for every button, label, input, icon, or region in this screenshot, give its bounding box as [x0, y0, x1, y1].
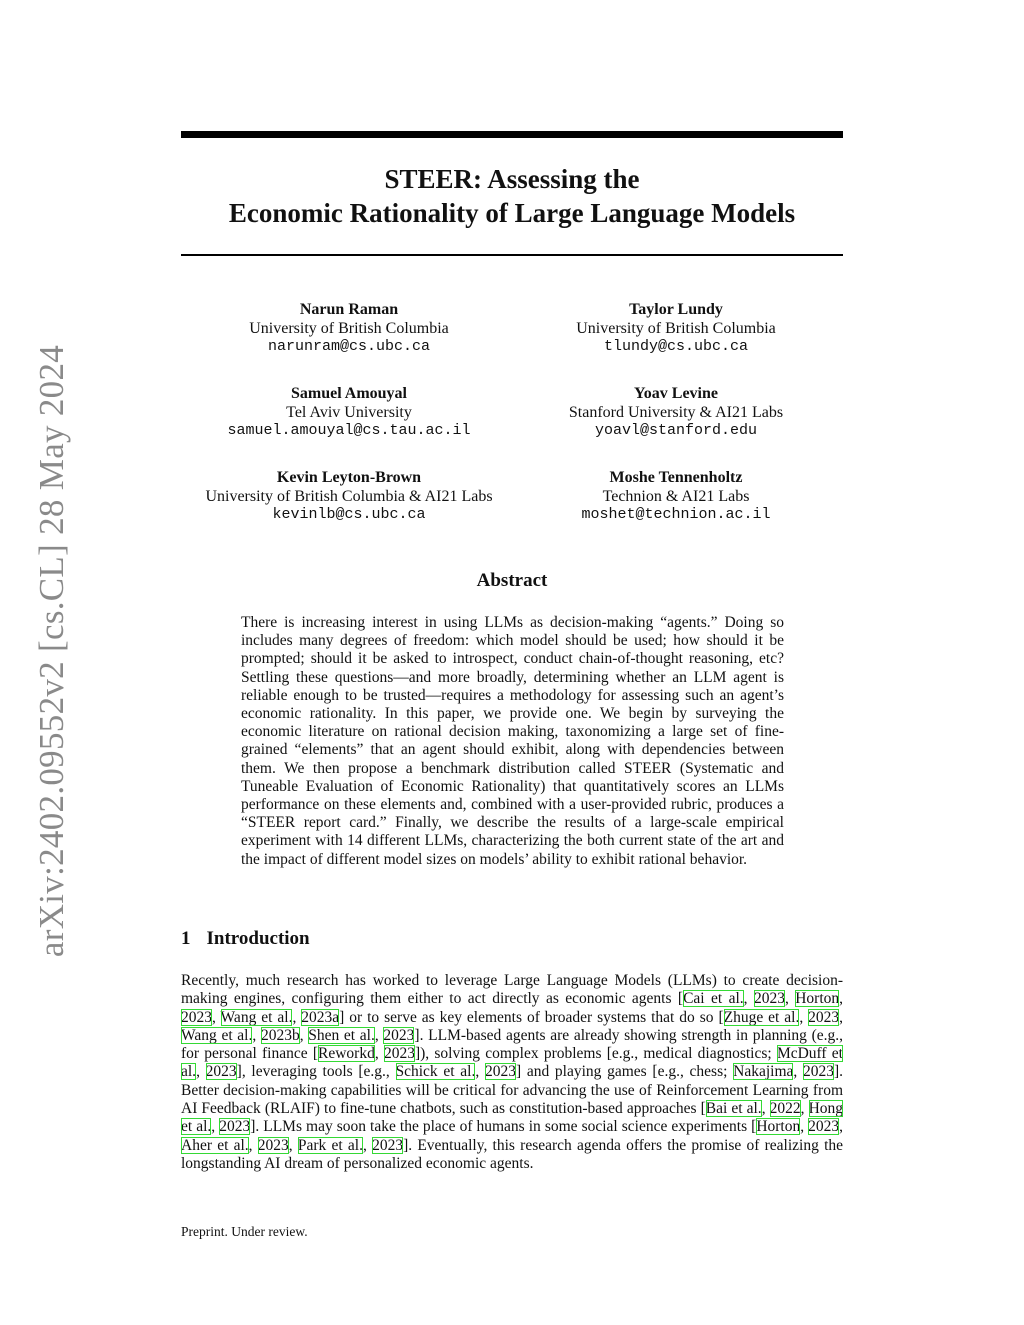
citation-link[interactable]: 2023 [181, 1008, 212, 1026]
citation-link[interactable]: 2023 [753, 990, 785, 1008]
citation-link[interactable]: 2022 [769, 1100, 801, 1118]
citation-link[interactable]: Horton [795, 990, 840, 1008]
citation-link[interactable]: Wang et al. [181, 1026, 253, 1044]
intro-text: , [799, 1008, 809, 1026]
citation-link[interactable]: Aher et al. [181, 1136, 249, 1154]
author-name: Samuel Amouyal [290, 385, 407, 402]
intro-text: ] or to serve as key elements of broader systems that do so [ [339, 1008, 724, 1026]
abstract-text: There is increasing interest in using LLMs as decision-making “agents.” Doing so includes many degrees of freedom: which model should be used; how should it be prompted; should it be asked to introspect, conduct chain-of-thought reasoning, etc? Settling these questions—and more broadly, determining whether an LLM agent is reliable enough to be trusted—requires a methodology for assessing such an agent’s economic rationality. In this paper, we provide one. We begin by surveying the economic literature on rational decision making, taxonomizing a large set of fine-grained “elements” that an agent should exhibit, along with dependencies between them. We then propose a benchmark distribution called STEER (Systematic and Tuneable Evaluation of Economic Rationality) that quantitatively scores an LLMs performance on these elements and, combined with a user-provided rubric, produces a “STEER report card.” Finally, we describe the results of a large-scale empirical experiment with 14 different LLMs, characterizing the both current state of the art and the impact of different model sizes on models’ ability to exhibit rational behavior. [241, 614, 784, 868]
intro-text: , [362, 1136, 373, 1154]
citation-link[interactable]: 2023 [383, 1045, 415, 1063]
citation-link[interactable]: 2023 [383, 1026, 415, 1044]
citation-link[interactable]: 2023b [260, 1026, 300, 1044]
intro-text: , [839, 990, 844, 1008]
intro-text: , [761, 1100, 770, 1118]
author-affiliation: University of British Columbia [249, 319, 449, 337]
title-line-1: STEER: Assessing the [384, 164, 640, 194]
intro-text: , [252, 1026, 261, 1044]
citation-link[interactable]: 2023 [484, 1063, 516, 1081]
author-block [511, 301, 841, 357]
title-top-rule [181, 131, 843, 138]
author-affiliation: Technion & AI21 Labs [602, 487, 750, 505]
title-line-2: Economic Rationality of Large Language Models [228, 198, 796, 228]
citation-link[interactable]: Park et al. [297, 1136, 363, 1154]
author-affiliation: Tel Aviv University [286, 403, 412, 421]
author-email[interactable]: moshet@technion.ac.il [581, 506, 771, 523]
citation-link[interactable]: Horton [756, 1118, 801, 1136]
intro-text: ], leveraging tools [e.g., [236, 1063, 396, 1081]
intro-text: , [299, 1026, 309, 1044]
abstract-heading: Abstract [476, 570, 548, 591]
author-affiliation: University of British Columbia & AI21 Labs [205, 487, 493, 505]
citation-link[interactable]: Wang et al. [220, 1008, 293, 1026]
intro-text: ] and playing games [e.g., chess; [515, 1063, 734, 1081]
author-affiliation: Stanford University & AI21 Labs [568, 403, 784, 421]
citation-link[interactable]: 2023a [301, 1008, 340, 1026]
intro-text: , [374, 1026, 384, 1044]
author-name: Narun Raman [299, 301, 399, 318]
citation-link[interactable]: Nakajima [733, 1063, 794, 1081]
intro-text: ]. LLMs may soon take the place of humans in some social science experiments [ [250, 1118, 757, 1136]
citation-link[interactable]: 2023 [802, 1063, 834, 1081]
author-name: Yoav Levine [634, 385, 718, 402]
citation-link[interactable]: Cai et al. [683, 990, 744, 1008]
author-block [184, 469, 514, 525]
citation-link[interactable]: Schick et al. [395, 1063, 476, 1081]
author-name: Kevin Leyton-Brown [276, 469, 422, 486]
citation-link[interactable]: Shen et al. [308, 1026, 375, 1044]
author-block [511, 385, 841, 441]
intro-text: , [212, 1008, 221, 1026]
footer-note: Preprint. Under review. [181, 1224, 308, 1239]
citation-link[interactable]: Hong et al. [181, 1100, 844, 1136]
intro-text: , [248, 1136, 258, 1154]
citation-link[interactable]: Bai et al. [705, 1100, 762, 1118]
intro-text: , [196, 1063, 206, 1081]
intro-text: , [839, 1118, 844, 1136]
arxiv-identifier[interactable]: arXiv:2402.09552v2 [cs.CL] 28 May 2024 [32, 344, 71, 958]
author-affiliation: University of British Columbia [576, 319, 776, 337]
intro-text: , [839, 1008, 844, 1026]
intro-text: , [211, 1118, 220, 1136]
intro-text: , [800, 1100, 809, 1118]
intro-text: , [374, 1045, 384, 1063]
intro-text: ]. Better decision-making capabilities will be critical for advancing the use of Reinforcement Learning from AI Feedback (RLAIF) to fine-tune chatbots, such as constitution-based approaches [ [181, 1063, 844, 1118]
author-email[interactable]: tlundy@cs.ubc.ca [603, 338, 749, 355]
citation-link[interactable]: 2023 [257, 1136, 289, 1154]
author-email[interactable]: kevinlb@cs.ubc.ca [272, 506, 426, 523]
intro-text: , [475, 1063, 485, 1081]
intro-text: ]. LLM-based agents are already showing strength in planning (e.g., for personal finance [ [181, 1026, 844, 1063]
intro-text: , [784, 990, 796, 1008]
author-block [184, 385, 514, 441]
author-email[interactable]: narunram@cs.ubc.ca [267, 338, 431, 355]
citation-link[interactable]: 2023 [372, 1136, 404, 1154]
intro-text: , [743, 990, 754, 1008]
citation-link[interactable]: 2023 [205, 1063, 237, 1081]
intro-text: Recently, much research has worked to leverage Large Language Models (LLMs) to create decision-making engines, configuring them either to act directly as economic agents [ [181, 972, 843, 1008]
author-block [511, 469, 841, 525]
intro-text: , [793, 1063, 803, 1081]
introduction-paragraph [181, 972, 843, 1173]
author-email[interactable]: samuel.amouyal@cs.tau.ac.il [227, 422, 471, 439]
author-name: Taylor Lundy [629, 301, 723, 318]
section-number: 1 [181, 928, 191, 949]
paper-title [181, 162, 843, 230]
intro-text: , [800, 1118, 809, 1136]
citation-link[interactable]: 2023 [219, 1118, 251, 1136]
citation-link[interactable]: 2023 [808, 1118, 840, 1136]
section-title: Introduction [206, 928, 310, 949]
author-name: Moshe Tennenholtz [609, 469, 743, 486]
intro-text: , [288, 1136, 298, 1154]
title-bottom-rule [181, 254, 843, 256]
section-heading [181, 928, 310, 950]
intro-text: ]), solving complex problems [e.g., medical diagnostics; [414, 1045, 777, 1063]
author-block [184, 301, 514, 357]
citation-link[interactable]: 2023 [808, 1008, 840, 1026]
citation-link[interactable]: McDuff et al. [181, 1045, 843, 1081]
citation-link[interactable]: Reworkd [318, 1045, 375, 1063]
intro-text: , [292, 1008, 302, 1026]
intro-text: ]. Eventually, this research agenda offers the promise of realizing the longstanding AI dream of personalized economic agents. [181, 1136, 844, 1172]
citation-link[interactable]: Zhuge et al. [723, 1008, 800, 1026]
author-email[interactable]: yoavl@stanford.edu [594, 422, 758, 439]
